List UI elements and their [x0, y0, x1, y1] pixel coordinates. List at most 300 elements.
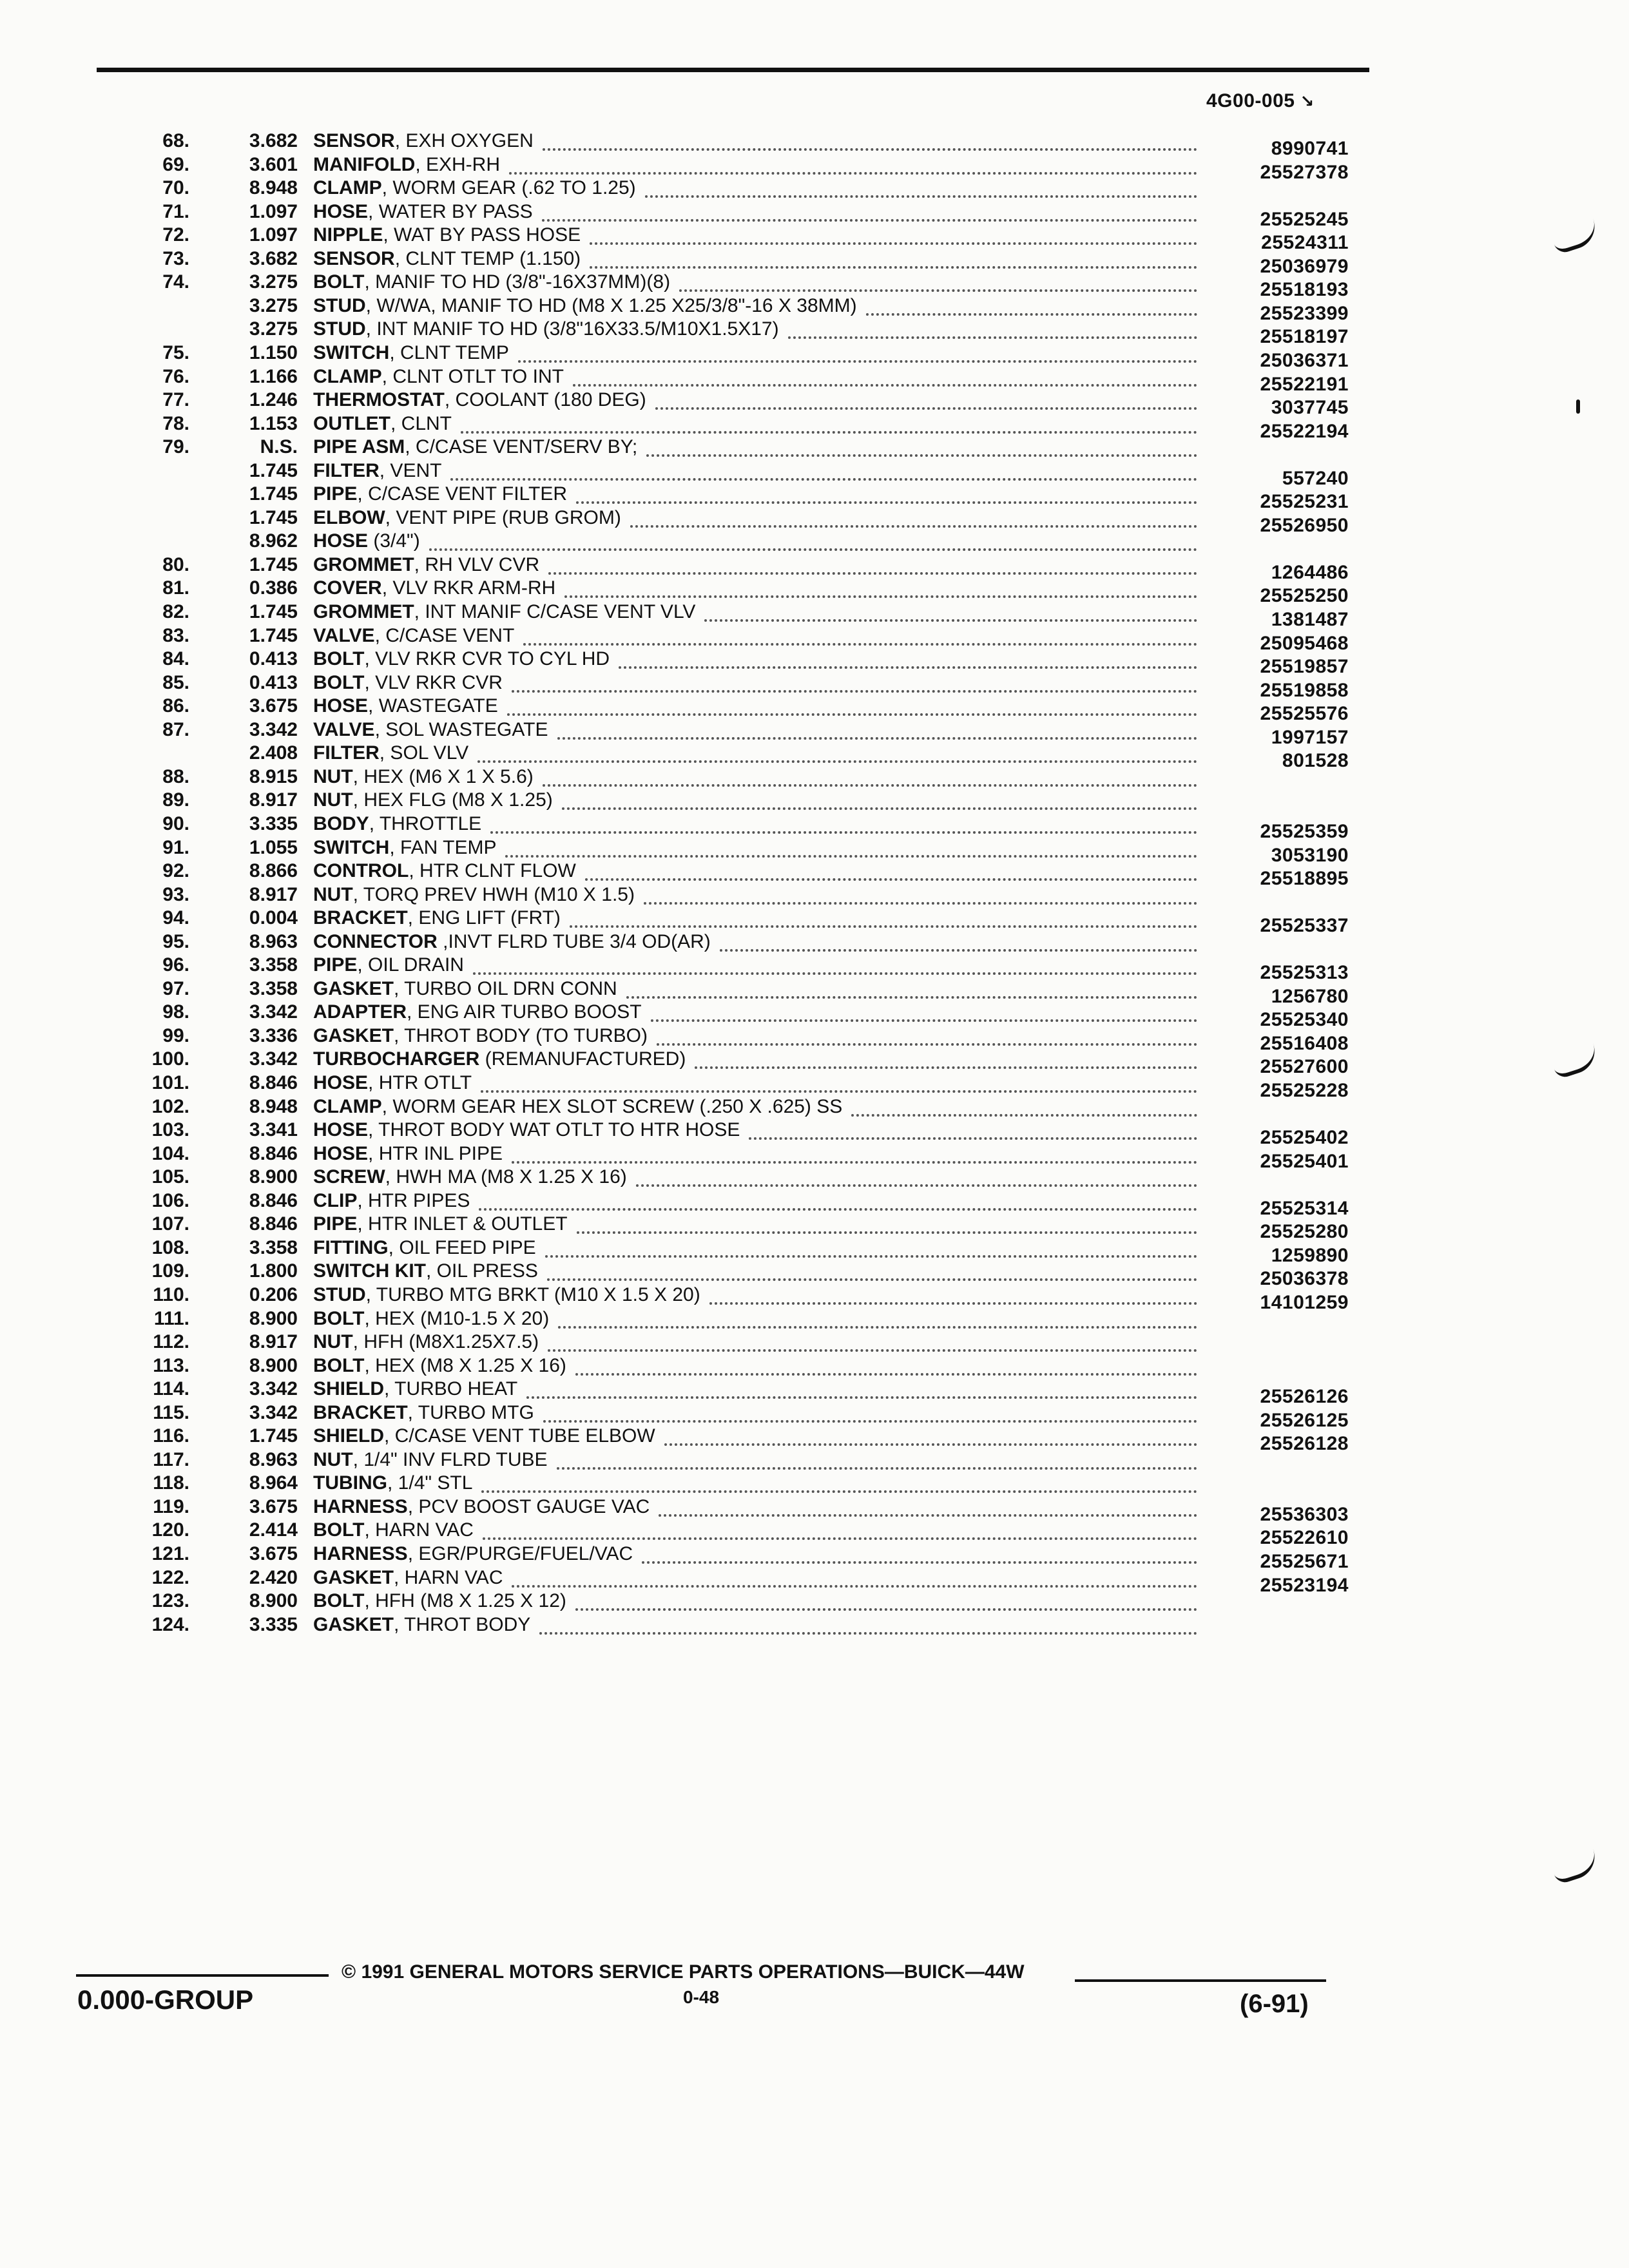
part-detail: , SOL VLV — [379, 742, 469, 764]
part-detail: (REMANUFACTURED) — [479, 1048, 686, 1070]
binder-mark — [1550, 1849, 1601, 1885]
part-description — [313, 1236, 536, 1260]
item-number: 80. — [162, 553, 189, 575]
group-number: 8.963 — [249, 1448, 298, 1470]
part-name: SENSOR — [313, 247, 395, 269]
part-description — [313, 482, 567, 506]
group-number: 8.963 — [249, 930, 298, 952]
leader-dots — [642, 1548, 1197, 1564]
group-number: 8.900 — [249, 1166, 298, 1188]
part-number: 25036378 — [1260, 1268, 1349, 1290]
part-description — [313, 624, 514, 648]
leader-dots — [657, 1030, 1197, 1046]
part-detail: , HTR PIPES — [357, 1189, 470, 1211]
list-item — [0, 694, 1629, 725]
item-number: 114. — [153, 1378, 189, 1400]
list-item — [0, 1401, 1629, 1431]
part-name: HOSE — [313, 200, 369, 222]
group-number: 3.275 — [249, 271, 298, 293]
part-number: 25526950 — [1260, 514, 1349, 536]
group-number: 1.246 — [249, 389, 298, 411]
part-description — [313, 1613, 530, 1637]
group-number: 1.745 — [249, 553, 298, 575]
item-number: 74. — [162, 271, 189, 293]
part-name: STUD — [313, 294, 366, 316]
part-detail: , EXH OXYGEN — [394, 130, 534, 151]
leader-dots — [644, 889, 1197, 905]
part-detail: , HARN VAC — [364, 1519, 474, 1541]
item-number: 106. — [151, 1189, 189, 1211]
part-name: BOLT — [313, 271, 365, 293]
leader-dots — [564, 582, 1197, 598]
part-number: 25523399 — [1260, 302, 1349, 324]
part-name: BODY — [313, 812, 369, 834]
part-number: 25525228 — [1260, 1080, 1349, 1101]
list-item — [0, 859, 1629, 890]
part-number: 25536303 — [1260, 1503, 1349, 1525]
part-detail: , 1/4" INV FLRD TUBE — [352, 1448, 548, 1470]
item-number: 91. — [162, 836, 189, 858]
list-item — [0, 294, 1629, 324]
part-detail: , C/CASE VENT/SERV BY; — [405, 436, 638, 458]
part-detail: , INT MANIF TO HD (3/8"16X33.5/M10X1.5X17) — [365, 318, 779, 340]
leader-dots — [473, 959, 1197, 975]
part-name: PIPE — [313, 1213, 358, 1235]
list-item — [0, 1165, 1629, 1189]
item-number: 71. — [162, 200, 189, 222]
part-name: FILTER — [313, 742, 380, 764]
part-detail: , CLNT — [390, 412, 452, 434]
group-number: 1.745 — [249, 459, 298, 481]
part-description — [313, 1142, 503, 1166]
part-name: GASKET — [313, 977, 394, 999]
part-name: COVER — [313, 577, 382, 599]
part-name: PIPE — [313, 483, 358, 505]
list-item — [0, 506, 1629, 536]
list-item — [0, 1212, 1629, 1243]
part-description — [313, 412, 452, 436]
part-number: 25525231 — [1260, 491, 1349, 513]
part-number: 25522610 — [1260, 1527, 1349, 1549]
group-number: 1.097 — [249, 224, 298, 246]
list-item — [0, 1518, 1629, 1549]
part-detail: , TURBO MTG BRKT (M10 X 1.5 X 20) — [365, 1283, 700, 1305]
part-name: GASKET — [313, 1024, 394, 1046]
leader-dots — [651, 1006, 1197, 1022]
part-number: 25527600 — [1260, 1056, 1349, 1078]
part-name: VALVE — [313, 718, 375, 740]
group-number: 3.275 — [249, 318, 298, 340]
part-name: FITTING — [313, 1236, 389, 1258]
part-name: GASKET — [313, 1613, 394, 1635]
list-item — [0, 576, 1629, 607]
leader-dots — [558, 1313, 1197, 1329]
item-number: 108. — [151, 1236, 189, 1258]
group-number: 3.275 — [249, 294, 298, 316]
part-name: BOLT — [313, 1590, 365, 1612]
part-number: 25036371 — [1260, 349, 1349, 371]
list-item — [0, 247, 1629, 277]
leader-dots — [626, 983, 1197, 999]
part-description — [313, 765, 534, 789]
item-number: 90. — [162, 812, 189, 834]
part-description — [313, 1495, 650, 1519]
part-number: 25525313 — [1260, 962, 1349, 984]
item-number: 79. — [162, 436, 189, 458]
part-description — [313, 200, 533, 224]
item-number: 92. — [162, 860, 189, 882]
part-name: HOSE — [313, 1142, 369, 1164]
part-name: CONTROL — [313, 860, 409, 882]
part-detail: , W/WA, MANIF TO HD (M8 X 1.25 X25/3/8"-16 X 38MM) — [365, 294, 857, 316]
group-number: 1.745 — [249, 601, 298, 622]
list-item — [0, 1471, 1629, 1495]
part-detail: , TURBO HEAT — [384, 1378, 518, 1400]
part-detail: , HEX (M6 X 1 X 5.6) — [352, 765, 534, 787]
part-detail: , OIL PRESS — [425, 1260, 538, 1282]
part-name: HARNESS — [313, 1543, 408, 1564]
leader-dots — [548, 559, 1197, 575]
part-number: 25526126 — [1260, 1386, 1349, 1408]
part-description — [313, 388, 646, 412]
item-number: 112. — [153, 1331, 189, 1353]
part-detail: , TURBO MTG — [407, 1401, 534, 1423]
list-item — [0, 1071, 1629, 1101]
part-detail: , WAT BY PASS HOSE — [383, 224, 581, 246]
part-detail: , C/CASE VENT FILTER — [357, 483, 567, 505]
part-description — [313, 176, 636, 200]
part-number: 25523194 — [1260, 1574, 1349, 1596]
leader-dots — [490, 818, 1197, 834]
list-item — [0, 1448, 1629, 1472]
leader-dots — [479, 1195, 1197, 1211]
part-detail: , HEX FLG (M8 X 1.25) — [352, 789, 553, 811]
part-description — [313, 576, 555, 600]
part-number: 25525401 — [1260, 1150, 1349, 1172]
part-description — [313, 1095, 842, 1119]
part-description — [313, 1354, 566, 1378]
group-number: 3.601 — [249, 153, 298, 175]
list-item — [0, 176, 1629, 200]
group-number: 3.358 — [249, 1236, 298, 1258]
group-number: 8.846 — [249, 1189, 298, 1211]
part-detail: , OIL DRAIN — [357, 954, 464, 976]
part-name: SHIELD — [313, 1378, 385, 1400]
item-number: 87. — [162, 718, 189, 740]
leader-dots — [788, 323, 1197, 339]
list-item — [0, 906, 1629, 937]
part-number: 1997157 — [1271, 726, 1349, 748]
part-description — [313, 294, 857, 318]
part-name: GASKET — [313, 1566, 394, 1588]
part-name: BOLT — [313, 671, 365, 693]
part-detail: , HEX (M10-1.5 X 20) — [364, 1307, 550, 1329]
group-number: 3.682 — [249, 130, 298, 151]
part-number: 25525245 — [1260, 208, 1349, 230]
item-number: 113. — [153, 1354, 189, 1376]
part-description — [313, 223, 581, 247]
leader-dots — [655, 394, 1197, 410]
leader-dots — [523, 630, 1197, 646]
group-number: 2.420 — [249, 1566, 298, 1588]
list-item — [0, 671, 1629, 701]
item-number: 94. — [162, 907, 189, 929]
part-name: PIPE ASM — [313, 436, 405, 458]
item-number: 102. — [151, 1095, 189, 1117]
item-number: 72. — [162, 224, 189, 246]
part-detail: , VLV RKR CVR — [364, 671, 503, 693]
part-detail: , CLNT TEMP (1.150) — [394, 247, 581, 269]
group-number: 3.342 — [249, 1048, 298, 1070]
part-name: STUD — [313, 1283, 366, 1305]
list-item — [0, 1377, 1629, 1408]
group-number: 8.917 — [249, 883, 298, 905]
leader-dots — [659, 1501, 1197, 1517]
leader-dots — [450, 465, 1197, 481]
group-number: 0.004 — [249, 907, 298, 929]
part-detail: , RH VLV CVR — [414, 553, 540, 575]
item-number: 117. — [153, 1448, 189, 1470]
group-number: 8.900 — [249, 1590, 298, 1612]
part-name: NUT — [313, 789, 353, 811]
part-description — [313, 1259, 538, 1283]
page-code: 4G00-005 ↘ — [1206, 90, 1315, 111]
list-item — [0, 412, 1629, 442]
leader-dots — [575, 1595, 1197, 1611]
part-number: 25525280 — [1260, 1221, 1349, 1243]
list-item — [0, 435, 1629, 459]
leader-dots — [720, 936, 1197, 952]
part-number: 25525250 — [1260, 585, 1349, 607]
item-number: 122. — [151, 1566, 189, 1588]
list-item — [0, 365, 1629, 395]
leader-dots — [543, 135, 1197, 151]
group-number: 2.408 — [249, 742, 298, 764]
part-number: 25522191 — [1260, 373, 1349, 395]
leader-dots — [704, 606, 1197, 622]
list-item — [0, 317, 1629, 348]
list-item — [0, 1495, 1629, 1525]
part-name: ADAPTER — [313, 1001, 407, 1023]
list-item — [0, 129, 1629, 159]
item-number: 98. — [162, 1001, 189, 1023]
part-detail: , THROT BODY WAT OTLT TO HTR HOSE — [368, 1119, 740, 1141]
part-description — [313, 1118, 740, 1142]
part-number: 25036979 — [1260, 255, 1349, 277]
item-number: 83. — [162, 624, 189, 646]
part-detail: , HARN VAC — [394, 1566, 503, 1588]
part-description — [313, 647, 610, 671]
leader-dots — [548, 1336, 1197, 1352]
group-number: 3.341 — [249, 1119, 298, 1141]
part-name: BOLT — [313, 1354, 365, 1376]
list-item — [0, 1118, 1629, 1149]
part-number: 25518193 — [1260, 279, 1349, 301]
part-detail: , CLNT OTLT TO INT — [381, 365, 564, 387]
item-number: 103. — [151, 1119, 189, 1141]
group-number: 8.962 — [249, 530, 298, 552]
item-number: 88. — [162, 765, 189, 787]
part-name: CLAMP — [313, 365, 382, 387]
leader-dots — [481, 1477, 1197, 1493]
list-item — [0, 223, 1629, 254]
list-item — [0, 553, 1629, 583]
part-name: TUBING — [313, 1472, 387, 1494]
list-item — [0, 812, 1629, 842]
part-number: 8990741 — [1271, 138, 1349, 159]
list-item — [0, 388, 1629, 419]
leader-dots — [543, 771, 1197, 787]
group-number: 1.745 — [249, 1425, 298, 1447]
part-name: CONNECTOR — [313, 930, 438, 952]
leader-dots — [507, 700, 1197, 716]
item-number: 89. — [162, 789, 189, 811]
part-number: 1264486 — [1271, 561, 1349, 583]
list-item — [0, 1259, 1629, 1290]
page-number: 0-48 — [683, 1987, 720, 2007]
group-number: 8.917 — [249, 789, 298, 811]
list-item — [0, 741, 1629, 772]
list-item — [0, 1307, 1629, 1331]
leader-dots — [573, 371, 1197, 387]
part-description — [313, 459, 441, 483]
group-number: 1.097 — [249, 200, 298, 222]
group-number: 3.682 — [249, 247, 298, 269]
part-detail: , SOL WASTEGATE — [374, 718, 548, 740]
item-number: 109. — [151, 1260, 189, 1282]
list-item — [0, 1024, 1629, 1054]
group-number: 1.745 — [249, 483, 298, 505]
part-description — [313, 977, 617, 1001]
leader-dots — [570, 912, 1197, 928]
part-name: TURBOCHARGER — [313, 1048, 480, 1070]
part-detail: , THROT BODY — [394, 1613, 531, 1635]
leader-dots — [461, 418, 1197, 434]
part-description — [313, 1471, 472, 1495]
part-description — [313, 859, 576, 883]
part-description — [313, 718, 548, 742]
list-item — [0, 482, 1629, 513]
leader-dots — [509, 159, 1197, 175]
part-detail: , WASTEGATE — [368, 695, 498, 717]
part-detail: (3/4") — [368, 530, 420, 552]
group-number: 8.900 — [249, 1307, 298, 1329]
leader-dots — [866, 300, 1197, 316]
list-item — [0, 200, 1629, 230]
part-name: HOSE — [313, 1072, 369, 1093]
list-item — [0, 459, 1629, 489]
part-name: STUD — [313, 318, 366, 340]
leader-dots — [695, 1053, 1197, 1069]
group-number: 1.166 — [249, 365, 298, 387]
part-number: 25518197 — [1260, 326, 1349, 348]
part-name: FILTER — [313, 459, 380, 481]
item-number: 93. — [162, 883, 189, 905]
part-description — [313, 600, 695, 624]
group-number: 1.745 — [249, 624, 298, 646]
part-name: BOLT — [313, 648, 365, 670]
list-item — [0, 718, 1629, 748]
part-description — [313, 930, 711, 954]
list-item — [0, 624, 1629, 654]
group-number: 1.800 — [249, 1260, 298, 1282]
leader-dots — [645, 182, 1197, 198]
group-number: 8.846 — [249, 1072, 298, 1093]
item-number: 101. — [151, 1072, 189, 1093]
part-name: NUT — [313, 1331, 353, 1353]
group-label: 0.000-GROUP — [77, 1984, 254, 2015]
leader-dots — [481, 1077, 1197, 1093]
part-detail: , HTR INLET & OUTLET — [357, 1213, 568, 1235]
part-detail: , FAN TEMP — [389, 836, 497, 858]
part-detail: , EXH-RH — [415, 153, 500, 175]
group-number: 8.964 — [249, 1472, 298, 1494]
part-description — [313, 270, 670, 294]
part-description — [313, 812, 481, 836]
part-detail: , WATER BY PASS — [368, 200, 533, 222]
part-number: 557240 — [1282, 467, 1349, 489]
part-number: 25095468 — [1260, 632, 1349, 654]
part-detail: , WORM GEAR (.62 TO 1.25) — [381, 177, 636, 199]
part-description — [313, 883, 635, 907]
part-name: CLIP — [313, 1189, 358, 1211]
part-number: 25524311 — [1261, 232, 1349, 254]
part-detail: , HTR CLNT FLOW — [409, 860, 576, 882]
part-description — [313, 671, 503, 695]
leader-dots — [585, 865, 1197, 881]
list-item — [0, 1354, 1629, 1378]
item-number: 107. — [151, 1213, 189, 1235]
part-detail: , HTR INL PIPE — [368, 1142, 503, 1164]
leader-dots — [630, 512, 1197, 528]
part-name: VALVE — [313, 624, 375, 646]
leader-dots — [646, 441, 1197, 457]
part-number: 3037745 — [1271, 397, 1349, 419]
part-number: 25525576 — [1260, 703, 1349, 725]
part-name: HOSE — [313, 695, 369, 717]
list-item — [0, 1542, 1629, 1572]
item-number: 100. — [151, 1048, 189, 1070]
item-number: 120. — [151, 1519, 189, 1541]
part-number: 25522194 — [1260, 420, 1349, 442]
list-item — [0, 765, 1629, 789]
group-number: 0.386 — [249, 577, 298, 599]
part-description — [313, 1283, 700, 1307]
part-description — [313, 553, 539, 577]
part-name: MANIFOLD — [313, 153, 416, 175]
part-name: SCREW — [313, 1166, 385, 1188]
group-number: 3.342 — [249, 1401, 298, 1423]
part-detail: , TORQ PREV HWH (M10 X 1.5) — [352, 883, 635, 905]
item-number: 75. — [162, 341, 189, 363]
leader-dots — [664, 1430, 1197, 1446]
item-number: 68. — [162, 130, 189, 151]
group-number: 3.335 — [249, 1613, 298, 1635]
item-number: 73. — [162, 247, 189, 269]
binder-mark — [1576, 399, 1580, 414]
item-number: 77. — [162, 389, 189, 411]
part-name: NUT — [313, 883, 353, 905]
part-name: BRACKET — [313, 907, 408, 929]
group-number: 8.866 — [249, 860, 298, 882]
list-item — [0, 930, 1629, 954]
item-number: 116. — [153, 1425, 189, 1447]
part-description — [313, 129, 534, 153]
list-item — [0, 953, 1629, 984]
leader-dots — [477, 747, 1197, 763]
list-item — [0, 883, 1629, 907]
item-number: 76. — [162, 365, 189, 387]
